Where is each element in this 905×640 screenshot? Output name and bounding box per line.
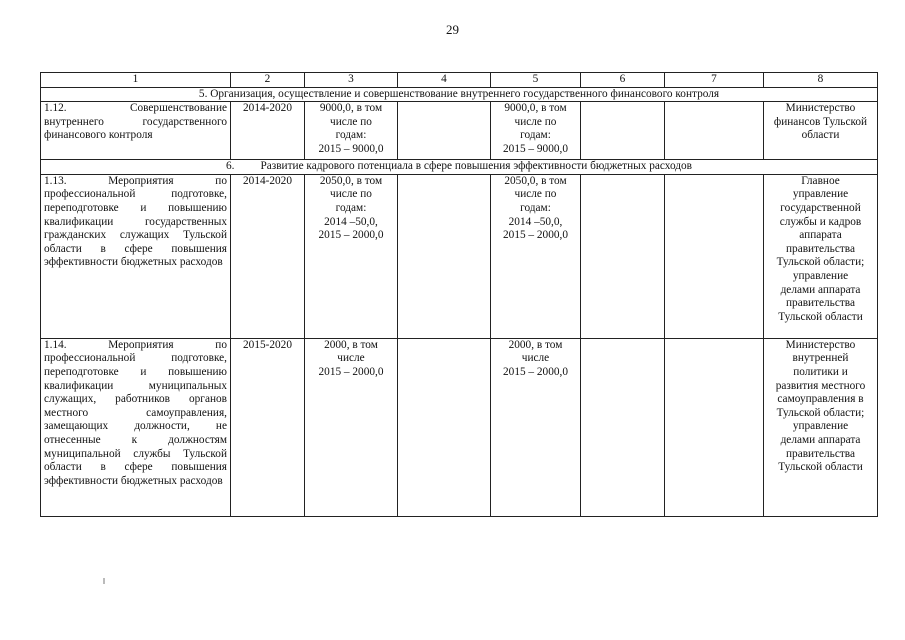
period-cell: 2014-2020 <box>231 174 305 338</box>
col7-cell <box>665 338 764 516</box>
measure-name: 1.13. Мероприятия по профессиональной подготовке, переподготовке и повышению квалификации государственных гражданских служащих Тульской области в сфере повышения эффективности бюджетных расходов <box>41 174 231 338</box>
section-number: 6. <box>225 160 235 173</box>
header-row <box>41 73 878 88</box>
col5-funding-cell: 9000,0, в том числе по годам: 2015 – 9000,0 <box>491 102 581 160</box>
col7-cell <box>665 102 764 160</box>
section-row <box>41 160 878 175</box>
header-cell: 6 <box>581 73 665 88</box>
header-cell: 4 <box>398 73 491 88</box>
executor-cell: Главное управление государственной службы и кадров аппарата правительства Тульской области; управление делами аппарата правительства Тульской области <box>764 174 878 338</box>
section-title: 5. Организация, осуществление и совершенствование внутреннего государственного финансового контроля <box>41 87 878 102</box>
table-row <box>41 102 878 160</box>
scan-speck <box>103 578 105 584</box>
header-cell: 2 <box>231 73 305 88</box>
section-text: Развитие кадрового потенциала в сфере повышения эффективности бюджетных расходов <box>260 160 693 173</box>
measure-name: 1.12. Совершенствование внутреннего государственного финансового контроля <box>41 102 231 160</box>
total-funding-cell: 9000,0, в том числе по годам: 2015 – 9000,0 <box>305 102 398 160</box>
col4-cell <box>398 174 491 338</box>
period-cell: 2014-2020 <box>231 102 305 160</box>
executor-cell: Министерство внутренней политики и развития местного самоуправления в Тульской области; управление делами аппарата правительства Тульской области <box>764 338 878 516</box>
executor-cell: Министерство финансов Тульской области <box>764 102 878 160</box>
section-title <box>41 160 878 175</box>
header-cell: 3 <box>305 73 398 88</box>
section-row <box>41 87 878 102</box>
col4-cell <box>398 102 491 160</box>
table-row <box>41 174 878 338</box>
header-cell: 5 <box>491 73 581 88</box>
total-funding-cell: 2000, в том числе 2015 – 2000,0 <box>305 338 398 516</box>
header-cell: 8 <box>764 73 878 88</box>
page-number: 29 <box>446 22 459 37</box>
col4-cell <box>398 338 491 516</box>
col6-cell <box>581 338 665 516</box>
table-row <box>41 338 878 516</box>
period-cell: 2015-2020 <box>231 338 305 516</box>
budget-table <box>40 72 878 517</box>
header-cell: 7 <box>665 73 764 88</box>
header-cell: 1 <box>41 73 231 88</box>
total-funding-cell: 2050,0, в том числе по годам: 2014 –50,0, 2015 – 2000,0 <box>305 174 398 338</box>
col5-funding-cell: 2000, в том числе 2015 – 2000,0 <box>491 338 581 516</box>
col5-funding-cell: 2050,0, в том числе по годам: 2014 –50,0, 2015 – 2000,0 <box>491 174 581 338</box>
col6-cell <box>581 174 665 338</box>
measure-name: 1.14. Мероприятия по профессиональной подготовке, переподготовке и повышению квалификации муниципальных служащих, работников органов местного самоуправления, замещающих должности, не отнесенные к должностям муниципальной службы Тульской области в сфере повышения эффективности бюджетных расходов <box>41 338 231 516</box>
col7-cell <box>665 174 764 338</box>
col6-cell <box>581 102 665 160</box>
